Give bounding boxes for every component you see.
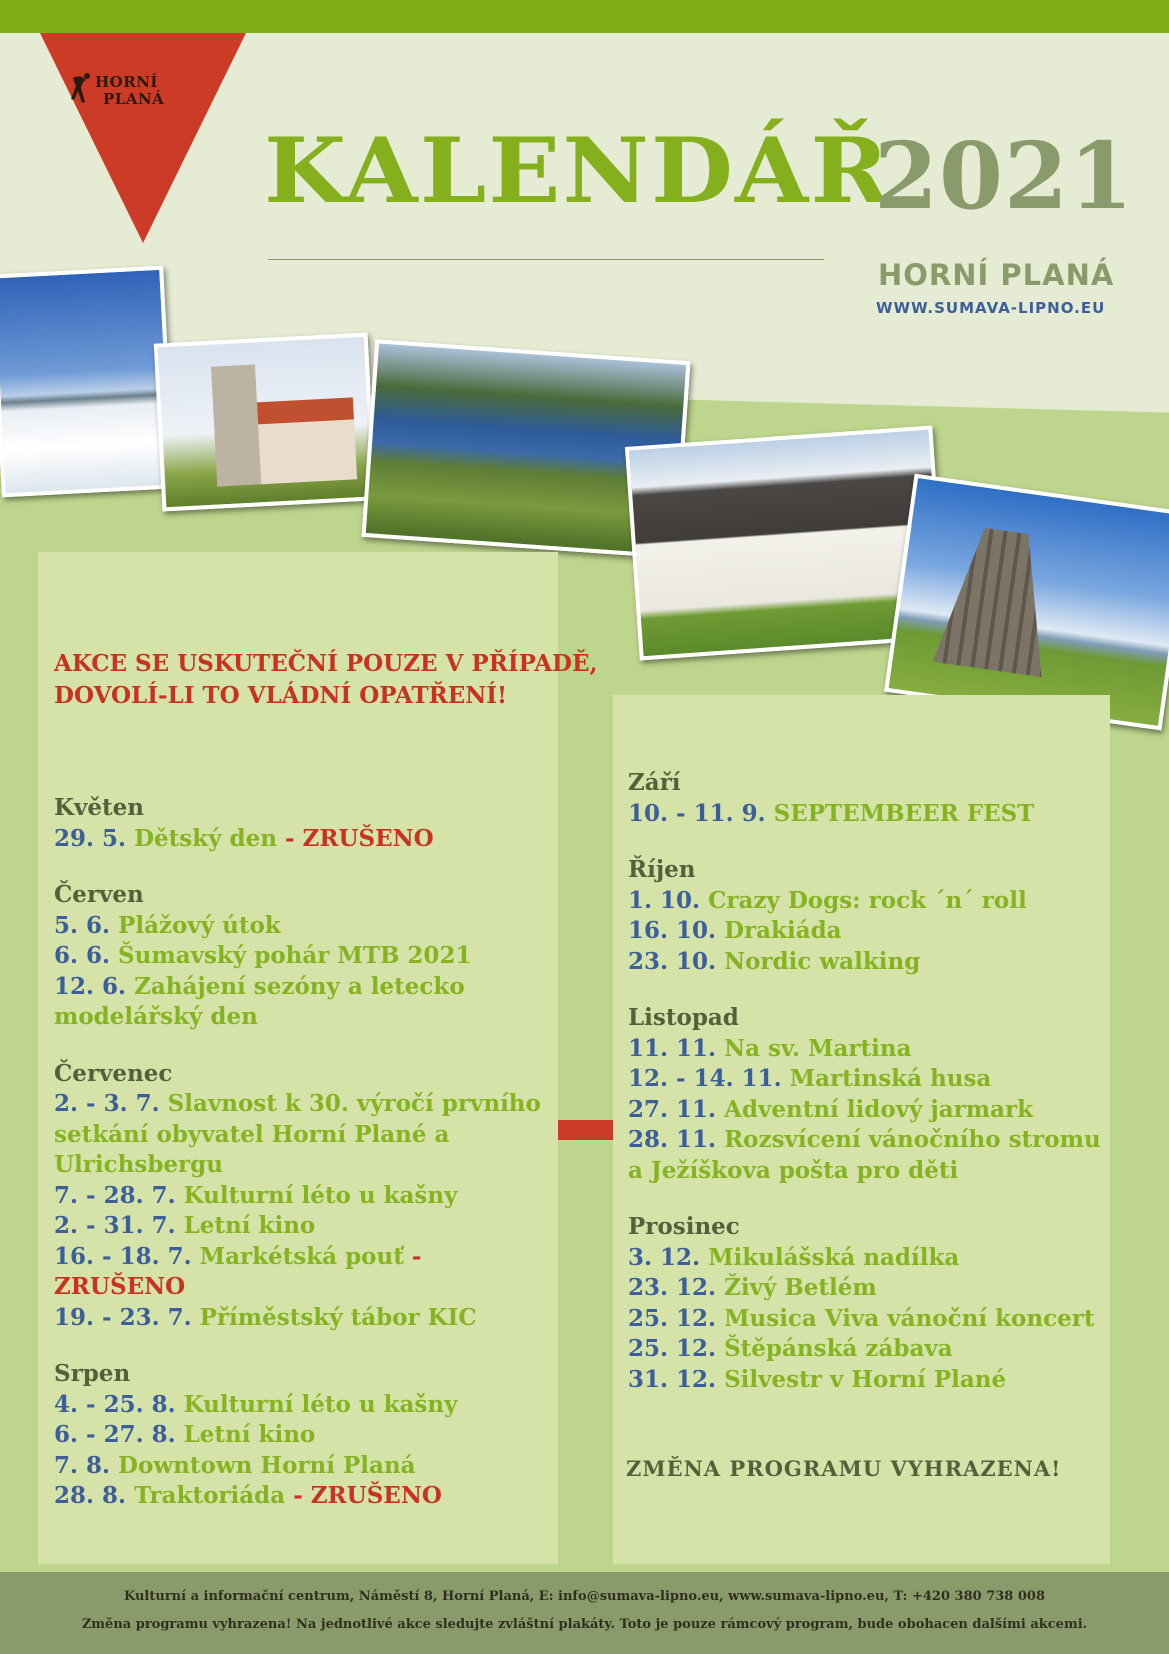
logo-text [95, 74, 164, 108]
month-heading: Červen [54, 881, 144, 908]
event-item [628, 1064, 1108, 1095]
event-date: 10. - 11. 9. [628, 799, 766, 827]
event-item [54, 824, 554, 855]
event-date: 16. - 18. 7. [54, 1242, 192, 1270]
event-item [54, 941, 554, 972]
event-item [628, 947, 1108, 978]
event-item [628, 1304, 1108, 1335]
logo-line1: HORNÍ [95, 73, 158, 91]
left-calendar-column [54, 793, 554, 1512]
event-date: 23. 12. [628, 1274, 717, 1301]
footer [0, 1572, 1169, 1654]
event-date: 3. 12. [628, 1243, 701, 1271]
event-title: Na sv. Martina [724, 1034, 912, 1062]
event-title: Musica Viva vánoční koncert [724, 1304, 1095, 1332]
event-date: 6. 6. [54, 942, 111, 969]
place-name: HORNÍ PLANÁ [878, 258, 1115, 292]
event-cancelled: - ZRUŠENO [293, 1482, 442, 1509]
event-date: 16. 10. [628, 917, 717, 944]
logo-figure-icon [70, 72, 92, 106]
event-title: Downtown Horní Planá [118, 1451, 416, 1479]
month-heading: Listopad [628, 1004, 739, 1031]
month-heading: Červenec [54, 1059, 173, 1087]
event-date: 4. - 25. 8. [54, 1390, 176, 1418]
event-item [54, 1481, 554, 1512]
event-item [628, 1334, 1108, 1365]
event-title: Kulturní léto u kašny [183, 1181, 458, 1209]
event-title: Kulturní léto u kašny [183, 1390, 458, 1418]
event-item [54, 1451, 554, 1482]
event-title: Příměstský tábor KIC [199, 1303, 477, 1331]
event-item [54, 1242, 554, 1303]
event-item [628, 1034, 1108, 1065]
church-tower-photo [154, 333, 376, 512]
event-item [54, 1390, 554, 1421]
event-item [628, 1273, 1108, 1304]
event-title: Letní kino [183, 1212, 316, 1239]
event-date: 12. 6. [54, 972, 127, 1000]
page-title: KALENDÁŘ [264, 118, 892, 224]
event-item [54, 1089, 554, 1181]
event-title: Zahájení sezóny a letecko modelářský den [54, 972, 465, 1030]
program-change-note: ZMĚNA PROGRAMU VYHRAZENA! [626, 1456, 1062, 1481]
wooden-lookout-tower-photo [884, 474, 1169, 731]
footer-disclaimer-line: Změna programu vyhrazena! Na jednotlivé akce sledujte zvláštní plakáty. Toto je pouze rámcový program, bude obohacen dalšími akcemi. [81, 1617, 1088, 1632]
event-date: 7. 8. [54, 1451, 111, 1479]
event-title: Dětský den [134, 824, 277, 852]
logo-line2: PLANÁ [103, 90, 165, 108]
event-title: Crazy Dogs: rock ´n´ roll [708, 886, 1027, 914]
month-heading: Říjen [628, 856, 696, 883]
event-date: 25. 12. [628, 1335, 717, 1362]
event-item [628, 916, 1108, 947]
event-date: 6. - 27. 8. [54, 1421, 176, 1448]
event-item [54, 1303, 554, 1334]
event-title: Rozsvícení vánočního stromu a Ježíškova pošta pro děti [628, 1126, 1101, 1184]
month-heading: Září [628, 769, 681, 796]
event-date: 5. 6. [54, 911, 111, 939]
event-title: Adventní lidový jarmark [724, 1095, 1034, 1123]
event-item [54, 1211, 554, 1242]
event-title: Traktoriáda [134, 1482, 286, 1509]
event-title: Živý Betlém [724, 1274, 877, 1301]
event-title: Slavnost k 30. výročí prvního setkání obyvatel Horní Plané a Ulrichsbergu [54, 1090, 541, 1178]
event-cancelled: - ZRUŠENO [284, 824, 434, 852]
year-label: 2021 [874, 122, 1135, 230]
event-date: 23. 10. [628, 947, 717, 975]
warning-line1: AKCE SE USKUTEČNÍ POUZE V PŘÍPADĚ, [54, 650, 598, 677]
month-heading: Prosinec [628, 1213, 740, 1240]
warning-line2: DOVOLÍ-LI TO VLÁDNÍ OPATŘENÍ! [54, 682, 508, 709]
event-title: Markétská pouť [199, 1242, 404, 1270]
event-title: Štěpánská zábava [724, 1335, 953, 1362]
month-heading: Květen [54, 794, 144, 821]
event-item [628, 1243, 1108, 1274]
event-title: Silvestr v Horní Plané [724, 1365, 1007, 1393]
event-title: Nordic walking [724, 947, 921, 975]
event-title: Martinská husa [789, 1065, 992, 1092]
logo-triangle [40, 33, 246, 243]
event-date: 12. - 14. 11. [628, 1065, 782, 1092]
event-date: 11. 11. [628, 1034, 717, 1062]
event-date: 25. 12. [628, 1304, 717, 1332]
warning-notice [54, 648, 598, 712]
event-item [54, 1181, 554, 1212]
snowy-landscape-photo [0, 266, 175, 498]
event-item [54, 1420, 554, 1451]
event-item [628, 799, 1108, 830]
event-date: 27. 11. [628, 1095, 717, 1123]
event-date: 19. - 23. 7. [54, 1303, 192, 1331]
event-title: Drakiáda [724, 917, 842, 944]
event-title: Letní kino [183, 1421, 316, 1448]
right-calendar-column [628, 768, 1108, 1395]
event-cancelled: - ZRUŠENO [54, 1242, 422, 1300]
event-title: Plážový útok [118, 911, 281, 939]
website-link[interactable]: WWW.SUMAVA-LIPNO.EU [876, 299, 1106, 317]
panel-connector [558, 1120, 613, 1140]
event-date: 28. 11. [628, 1126, 717, 1153]
event-item [628, 1365, 1108, 1396]
event-item [628, 1095, 1108, 1126]
event-date: 2. - 31. 7. [54, 1212, 176, 1239]
event-date: 7. - 28. 7. [54, 1181, 176, 1209]
event-title: Šumavský pohár MTB 2021 [118, 942, 472, 969]
event-item [628, 1125, 1108, 1186]
event-title: SEPTEMBEER FEST [773, 799, 1035, 827]
event-item [54, 911, 554, 942]
event-date: 28. 8. [54, 1482, 127, 1509]
event-item [628, 886, 1108, 917]
event-date: 2. - 3. 7. [54, 1090, 160, 1117]
top-bar [0, 0, 1169, 33]
event-title: Mikulášská nadílka [708, 1243, 960, 1271]
event-date: 1. 10. [628, 886, 701, 914]
event-item [54, 972, 554, 1033]
footer-contact-line: Kulturní a informační centrum, Náměstí 8, Horní Planá, E: info@sumava-lipno.eu, www.sumava-lipno.eu, T: +420 380 738 008 [123, 1589, 1046, 1604]
event-date: 31. 12. [628, 1365, 717, 1393]
month-heading: Srpen [54, 1360, 131, 1387]
event-date: 29. 5. [54, 824, 127, 852]
title-divider [268, 259, 824, 260]
